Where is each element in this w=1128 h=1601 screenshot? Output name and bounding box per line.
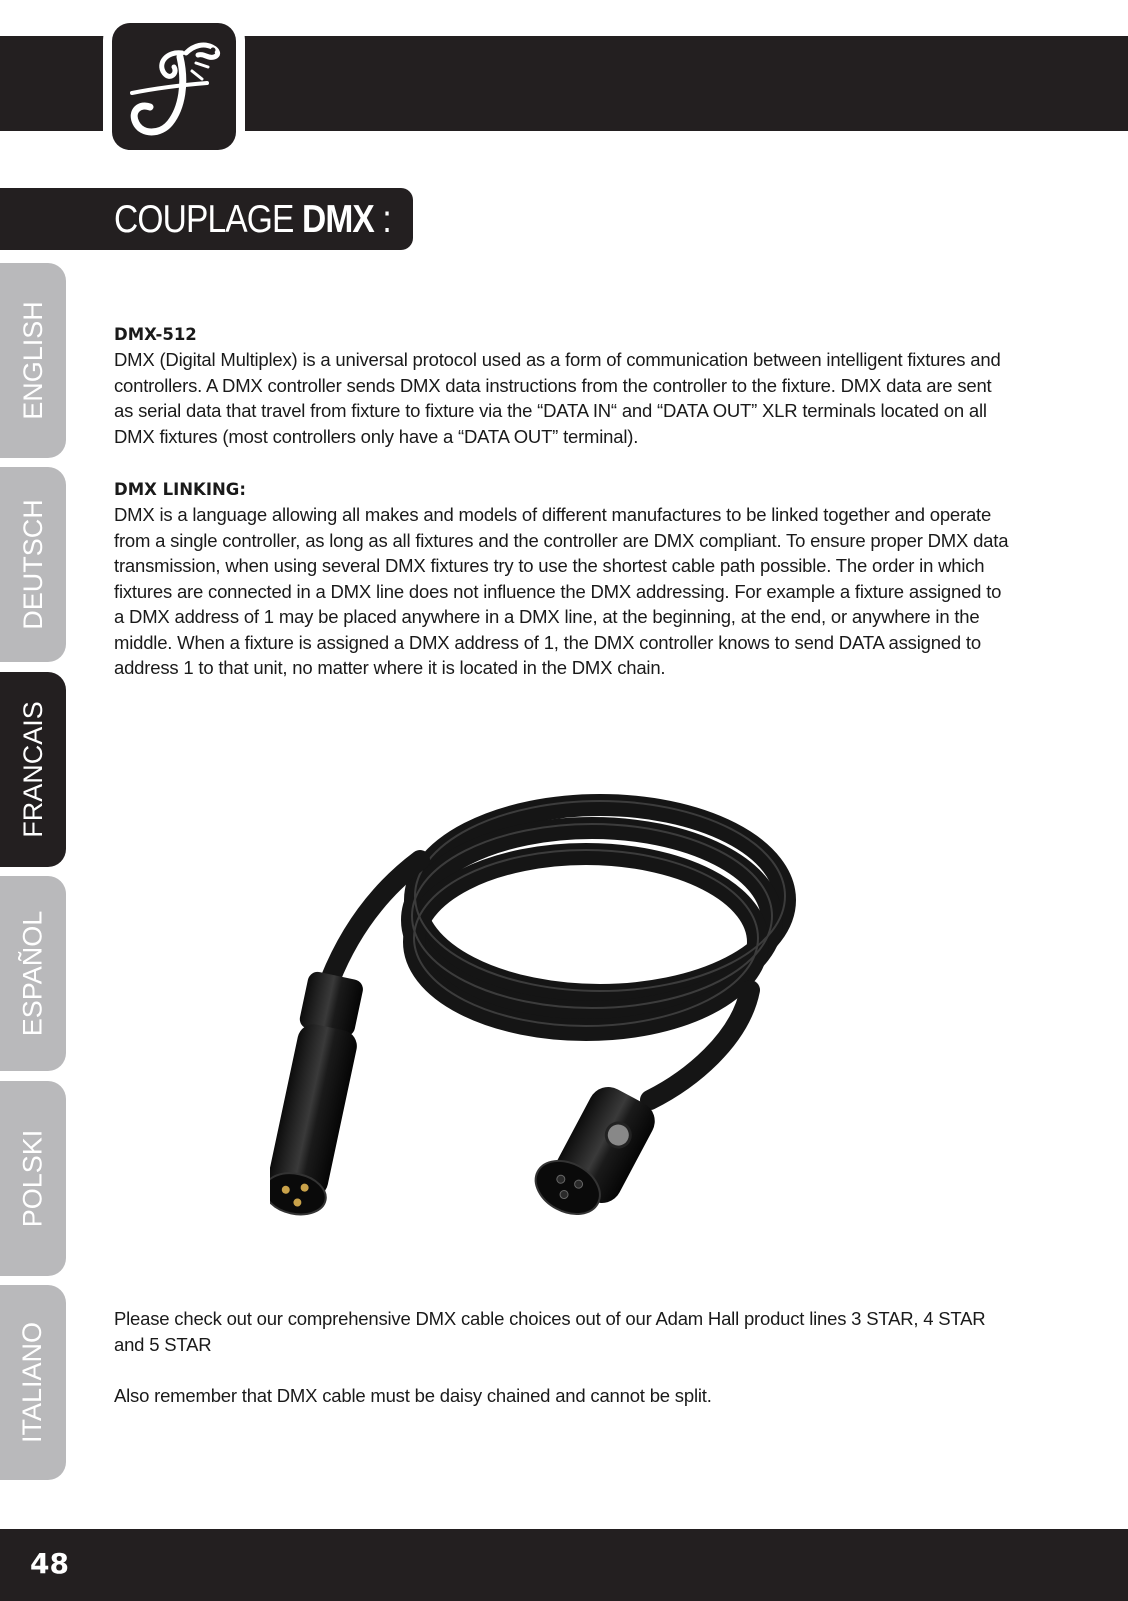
section-title-tab: [0, 188, 413, 250]
xlr-dmx-cable-image: [270, 780, 830, 1230]
section-dmx512: [114, 322, 1014, 449]
section-body: DMX is a language allowing all makes and models of different manufactures to be linked together and operate from a single controller, as long as all fixtures and the controller are DMX compliant. To ensure proper DMX data transmission, when using several DMX fixtures try to use the shortest cable path possible. The order in which fixtures are connected in a DMX line does not influence the DMX addressing. For example a fixture assigned to a DMX address of 1 may be placed anywhere in a DMX line, at the beginning, at the end, or anywhere in the middle. When a fixture is assigned a DMX address of 1, the DMX controller knows to send DATA assigned to address 1 to that unit, no matter where it is located in the DMX chain.: [114, 504, 1009, 678]
page-number: 48: [30, 1547, 69, 1580]
tab-italiano[interactable]: [0, 1285, 66, 1480]
tab-english-label: ENGLISH: [17, 301, 48, 420]
page-title: COUPLAGE DMX :: [114, 198, 391, 241]
tab-espanol-label: ESPAÑOL: [17, 910, 48, 1037]
daisy-chain-note: [114, 1383, 1014, 1409]
cable-choice-note: [114, 1306, 1014, 1357]
gecko-script-logo-icon: [112, 23, 236, 150]
brand-logo: [103, 18, 245, 157]
cable-choice-text: Please check out our comprehensive DMX cable choices out of our Adam Hall product lines 3 STAR, 4 STAR and 5 STAR: [114, 1308, 986, 1355]
tab-francais-label: FRANCAIS: [17, 701, 48, 838]
tab-italiano-label: ITALIANO: [17, 1321, 48, 1444]
tab-polski[interactable]: [0, 1081, 66, 1276]
tab-francais[interactable]: [0, 672, 66, 867]
tab-espanol[interactable]: [0, 876, 66, 1071]
section-heading: DMX-512: [114, 325, 197, 344]
tab-deutsch[interactable]: [0, 467, 66, 662]
daisy-chain-text: Also remember that DMX cable must be daisy chained and cannot be split.: [114, 1385, 712, 1406]
tab-deutsch-label: DEUTSCH: [17, 499, 48, 630]
tab-polski-label: POLSKI: [17, 1129, 48, 1228]
footer-bar: [0, 1529, 1128, 1601]
section-heading: DMX LINKING:: [114, 480, 246, 499]
section-body: DMX (Digital Multiplex) is a universal protocol used as a form of communication between intelligent fixtures and controllers. A DMX controller sends DMX data instructions from the controller to the fixture. DMX data are sent as serial data that travel from fixture to fixture via the “DATA IN“ and “DATA OUT” XLR terminals located on all DMX fixtures (most controllers only have a “DATA OUT” terminal).: [114, 349, 1001, 447]
tab-english[interactable]: [0, 263, 66, 458]
section-dmx-linking: [114, 477, 1014, 681]
